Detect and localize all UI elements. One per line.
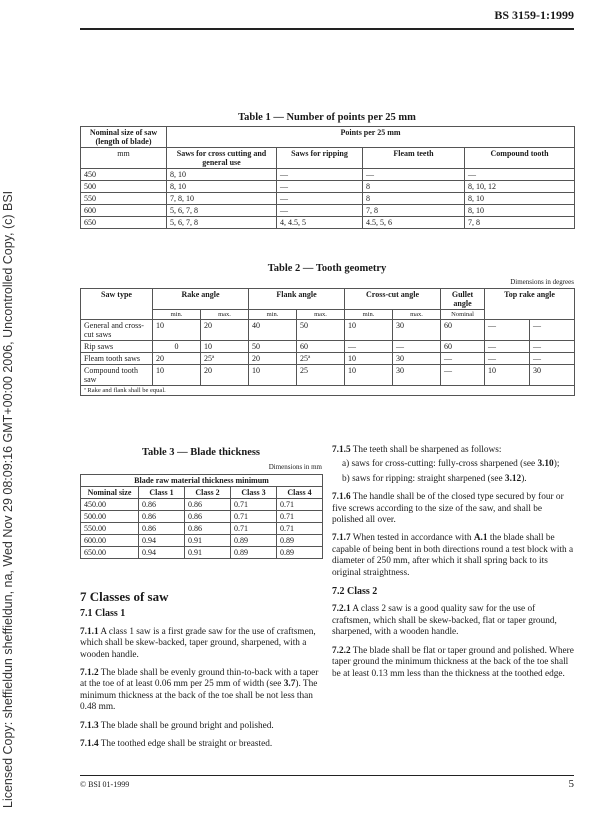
table-row: Fleam tooth saws 20 25ª 20 25ª 10 30 — — — <box>81 353 575 365</box>
table-row: 600 5, 6, 7, 8 — 7, 8 8, 10 <box>81 205 575 217</box>
table-row: 500 8, 10 — 8 8, 10, 12 <box>81 181 575 193</box>
clause-7-2-1: 7.2.1 A class 2 saw is a good quality saw for the use of craftsmen, which shall be skew-backed, flat or taper ground, sharpened, with a wooden handle. <box>332 604 557 638</box>
table-row: Compound tooth saw 10 20 10 25 10 30 — 10 30 <box>81 365 575 386</box>
table2-header-top-rake: Top rake angle <box>485 289 575 320</box>
section-7-2-heading: 7.2 Class 2 <box>332 586 378 598</box>
table1-header-compound: Compound tooth <box>465 148 575 169</box>
clause-7-1-2: 7.1.2 The blade shall be evenly ground thin-to-back with a taper at the toe of at least 0.06 mm per 25 mm of width (see 3.7). The minimum thickness at the back of the toe shall be not less than 0.48 mm. <box>80 668 319 713</box>
clause-7-1-3: 7.1.3 The blade shall be ground bright and polished. <box>80 720 274 731</box>
clause-7-1-1: 7.1.1 A class 1 saw is a first grade saw for the use of craftsmen, which shall be skew-backed, taper ground, sharpened, with a wooden handle. <box>80 626 316 660</box>
table1-header-rip: Saws for ripping <box>277 148 363 169</box>
left-column <box>80 585 322 757</box>
clause-7-1-5-a: a) saws for cross-cutting: fully-cross sharpened (see 3.10); <box>342 459 560 470</box>
section-7-1-heading: 7.1 Class 1 <box>80 608 126 620</box>
page-number: 5 <box>568 778 574 790</box>
table2-header-flank: Flank angle <box>249 289 345 310</box>
clause-7-2-2: 7.2.2 The blade shall be flat or taper ground and polished. Where taper ground the minimum thickness at the back of the toe shall be at least 0.13 mm less than the thickness at the toothed edge. <box>332 645 574 679</box>
table-row: 650.00 0.94 0.91 0.89 0.89 <box>81 547 323 559</box>
document-number: BS 3159-1:1999 <box>494 8 574 22</box>
clause-7-1-7: 7.1.7 When tested in accordance with A.1 the blade shall be capable of being bent in both directions round a test block with a diameter of 250 mm, after which it shall spring back to its original straightness. <box>332 533 574 578</box>
table2-units: Dimensions in degrees <box>510 278 574 286</box>
table3-header-group: Blade raw material thickness minimum <box>81 475 323 487</box>
table3: Blade raw material thickness minimum Nominal size Class 1 Class 2 Class 3 Class 4 450.00 0.86 0.86 0.71 0.71 500.00 0.86 0.86 0.71 0.71 550.00 0.86 0.86 0.71 0.71 600.00 0.94 0.91 0.89 0.89 650.00 0.94 0.91 0.89 0.89 <box>80 474 323 559</box>
table-row: 500.00 0.86 0.86 0.71 0.71 <box>81 511 323 523</box>
table-row: 650 5, 6, 7, 8 4, 4.5, 5 4.5, 5, 6 7, 8 <box>81 217 575 229</box>
footer-rule <box>80 775 574 776</box>
table-row: 550.00 0.86 0.86 0.71 0.71 <box>81 523 323 535</box>
clause-7-1-6: 7.1.6 The handle shall be of the closed type secured by four or five screws according to the size of the saw, and shall be polished all over. <box>332 492 564 526</box>
table1-header-unit: mm <box>81 148 167 169</box>
table2-footnote: ª Rake and flank shall be equal. <box>81 386 575 396</box>
table1 <box>80 126 575 229</box>
table2-caption: Table 2 — Tooth geometry <box>267 263 387 274</box>
table1-header-points: Points per 25 mm <box>167 127 575 148</box>
table-row: General and cross-cut saws 10 20 40 50 10 30 60 — — <box>81 320 575 341</box>
table2-header-rake: Rake angle <box>153 289 249 310</box>
table-row: 600.00 0.94 0.91 0.89 0.89 <box>81 535 323 547</box>
clause-7-1-5-b: b) saws for ripping: straight sharpened (see 3.12). <box>342 473 527 484</box>
table-row: Rip saws 0 10 50 60 — — 60 — — <box>81 341 575 353</box>
section-7-heading: 7 Classes of saw <box>80 589 169 604</box>
table1-header-fleam: Fleam teeth <box>363 148 465 169</box>
table-row: 550 7, 8, 10 — 8 8, 10 <box>81 193 575 205</box>
table2: Saw type Rake angle Flank angle Cross-cut angle Gullet angle Top rake angle min. max. min. max. min. max. Nominal General and cross-cut saws 10 20 40 50 10 30 60 — — Rip saws 0 10 50 60 — — 60 — — Fleam tooth saws 20 25ª 20 25ª 10 30 — — — Compound tooth saw 10 20 10 25 10 30 — 10 30 ª Rake and flank shall be equal. <box>80 288 575 396</box>
clause-7-1-4: 7.1.4 The toothed edge shall be straight or breasted. <box>80 739 273 750</box>
license-watermark: Licensed Copy: sheffieldun sheffieldun, na, Wed Nov 29 08:09:16 GMT+00:00 2006, Uncontrolled Copy, (c) BSI <box>1 190 15 808</box>
table1-caption: Table 1 — Number of points per 25 mm <box>238 112 416 123</box>
table-row: 450 8, 10 — — — <box>81 169 575 181</box>
table3-caption: Table 3 — Blade thickness <box>141 447 261 458</box>
table2-header-cross: Cross-cut angle <box>345 289 441 310</box>
footer-copyright: © BSI 01-1999 <box>80 780 130 789</box>
table1-header-cross: Saws for cross cutting and general use <box>167 148 277 169</box>
clause-7-1-5: 7.1.5 The teeth shall be sharpened as follows: <box>332 445 502 455</box>
table2-header-type: Saw type <box>81 289 153 320</box>
right-column <box>332 445 574 687</box>
header-rule <box>80 28 574 30</box>
table3-units: Dimensions in mm <box>268 463 322 471</box>
table-row: 450.00 0.86 0.86 0.71 0.71 <box>81 499 323 511</box>
table2-header-gullet: Gullet angle <box>441 289 485 310</box>
table1-header-size: Nominal size of saw (length of blade) <box>81 127 167 148</box>
